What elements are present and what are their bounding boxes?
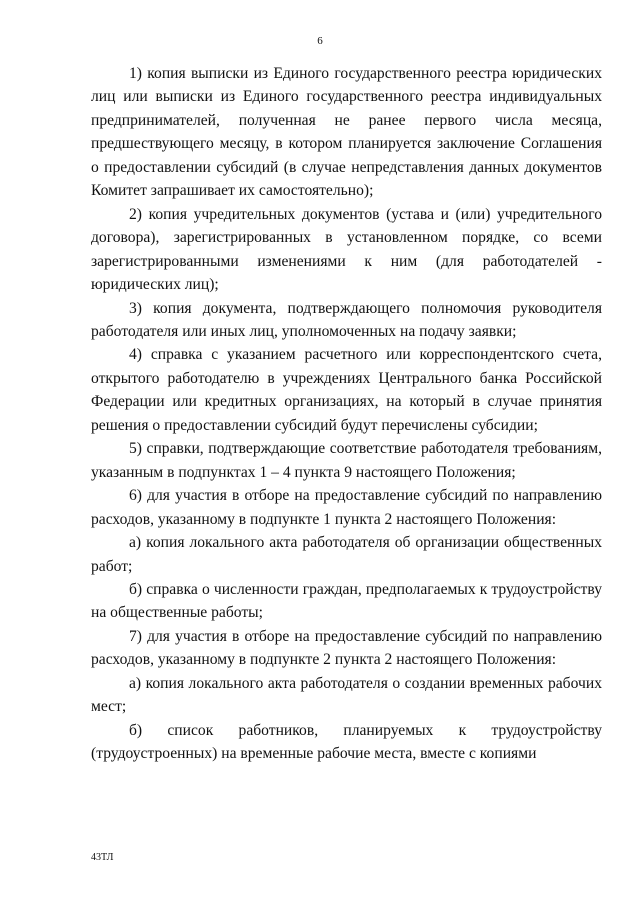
footer-document-code: 43ТЛ: [91, 852, 114, 863]
paragraph-item-3: 3) копия документа, подтверждающего полномочия руководителя работодателя или иных лиц, уполномоченных на подачу заявки;: [91, 299, 602, 340]
paragraph-item-6a: а) копия локального акта работодателя об организации общественных работ;: [91, 534, 602, 575]
paragraph-item-7a: а) копия локального акта работодателя о создании временных рабочих мест;: [91, 674, 602, 716]
document-body: [91, 62, 602, 766]
paragraph-item-7: 7) для участия в отборе на предоставление субсидий по направлению расходов, указанному в подпункте 2 пункта 2 настоящего Положения:: [91, 627, 602, 669]
paragraph-item-6b: б) справка о численности граждан, предполагаемых к трудоустройству на общественные работы;: [91, 580, 602, 622]
page-number: 6: [317, 35, 323, 47]
paragraph-item-7b: б) список работников, планируемых к трудоустройству (трудоустроенных) на временные рабочие места, вместе с копиями: [91, 721, 602, 763]
paragraph-item-1: 1) копия выписки из Единого государственного реестра юридических лиц или выписки из Единого государственного реестра индивидуальных предпринимателей, полученная не ранее первого числа месяца, предшествующего месяцу, в котором планируется заключение Соглашения о предоставлении субсидий (в случае непредставления данных документов Комитет запрашивает их самостоятельно);: [91, 65, 602, 200]
paragraph-item-6: 6) для участия в отборе на предоставление субсидий по направлению расходов, указанному в подпункте 1 пункта 2 настоящего Положения:: [91, 487, 602, 528]
paragraph-item-5: 5) справки, подтверждающие соответствие работодателя требованиям, указанным в подпунктах 1 – 4 пункта 9 настоящего Положения;: [91, 440, 602, 481]
paragraph-item-2: 2) копия учредительных документов (устава и (или) учредительного договора), зарегистрированных в установленном порядке, со всеми зарегистрированными изменениями к ним (для работодателей - юридических лиц);: [91, 205, 602, 294]
paragraph-item-4: 4) справка с указанием расчетного или корреспондентского счета, открытого работодателю в учреждениях Центрального банка Российской Федерации или кредитных организациях, на который в случае принятия решения о предоставлении субсидий будут перечислены субсидии;: [91, 346, 602, 434]
